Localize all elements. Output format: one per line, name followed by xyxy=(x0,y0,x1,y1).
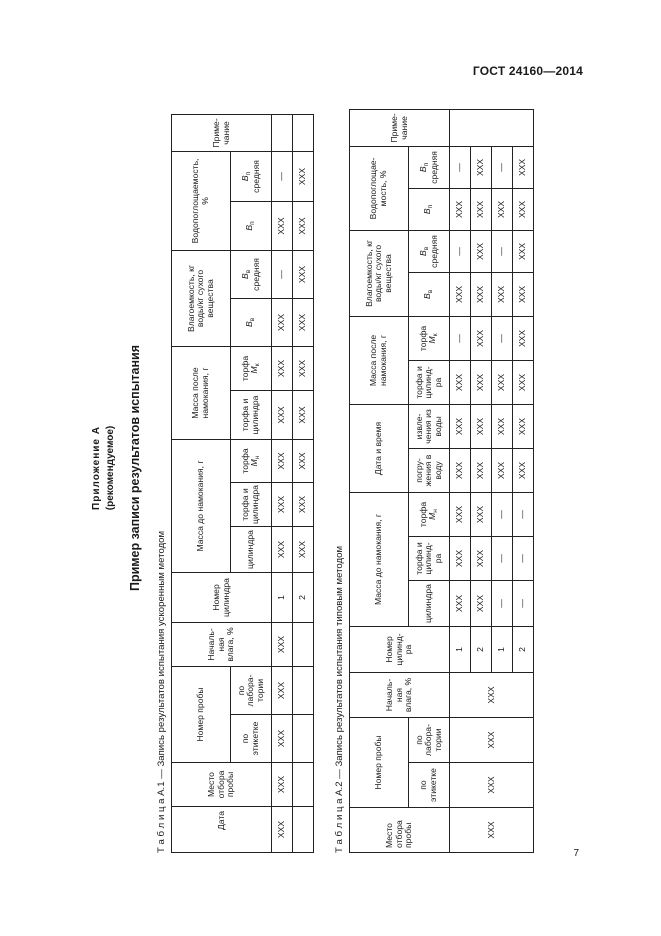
t2-cell: ХХХ xyxy=(471,146,492,188)
t2-sym-mn-sub: н xyxy=(432,509,440,513)
t2-cell: — xyxy=(492,537,513,581)
t1-header-mass-after: Масса после намокания, г xyxy=(172,346,231,439)
t2-header-extraction: извле-чения из воды xyxy=(409,404,450,448)
t1-header-mass-before: Масса до намокания, г xyxy=(172,439,231,572)
t1-header-peat-cyl: торфа и цилиндра xyxy=(231,483,272,527)
t2-cell: ХХХ xyxy=(450,581,471,627)
t2-header-by-lab: по лабора-тории xyxy=(409,718,450,763)
t2-cell: ХХХ xyxy=(471,316,492,360)
table1-caption xyxy=(156,83,167,853)
t2-avg-label: средняя xyxy=(428,235,439,268)
t1-cell: — xyxy=(272,151,293,201)
t1-header-peat-cyl2: торфа и цилиндра xyxy=(231,390,272,439)
t2-header-note: Приме-чание xyxy=(350,109,450,146)
t2-header-by-label: по этикетке xyxy=(409,763,450,808)
t2-cell: — xyxy=(513,537,534,581)
t2-header-cyl-no: Номер цилинд-ра xyxy=(350,627,450,673)
t2-sym-bp2: B xyxy=(417,166,428,173)
t1-avg-label2: средняя xyxy=(250,160,261,193)
table1-caption-dash: — xyxy=(156,769,167,779)
t1-header-bv-avg xyxy=(231,250,272,298)
t1-cell xyxy=(293,807,314,853)
t2-header-bp xyxy=(409,188,450,230)
t2-cell: ХХХ xyxy=(471,188,492,230)
t2-peat-label2: торфа xyxy=(417,325,428,352)
t1-sym-mk: M xyxy=(249,366,260,374)
appendix-title: Приложение А xyxy=(91,426,102,510)
t2-header-sample-no: Номер пробы xyxy=(350,718,409,808)
t1-cell xyxy=(293,763,314,807)
t1-cell: ХХХ xyxy=(272,439,293,482)
t2-sym-mn: M xyxy=(427,512,438,520)
t2-cell: — xyxy=(492,146,513,188)
t1-cell: ХХХ xyxy=(272,715,293,763)
standard-header: ГОСТ 24160—2014 xyxy=(472,64,583,78)
t1-header-peat-mn xyxy=(231,439,272,482)
table1-caption-text: Запись результатов испытания ускоренным методом xyxy=(156,530,167,767)
table-row xyxy=(450,109,471,852)
appendix-subtitle: (рекомендуемое) xyxy=(105,425,116,511)
t2-cell: 2 xyxy=(471,627,492,673)
t1-cell: — xyxy=(272,250,293,298)
main-title: Пример записи результатов испытания xyxy=(128,344,142,592)
t1-header-date: Дата xyxy=(172,807,272,853)
t2-cell: ХХХ xyxy=(492,360,513,404)
t2-cell: — xyxy=(450,230,471,272)
table-a2 xyxy=(349,109,534,853)
t2-sym-bv2-sub: в xyxy=(422,246,430,251)
t2-cell: 1 xyxy=(492,627,513,673)
t2-sym-bv2: B xyxy=(417,250,428,257)
t1-cell: ХХХ xyxy=(272,346,293,390)
table2-caption xyxy=(334,83,345,853)
t1-sym-bv: B xyxy=(244,321,255,328)
t1-cell: 2 xyxy=(293,573,314,623)
rotated-content xyxy=(50,83,610,853)
t2-sym-mk-sub: к xyxy=(432,333,440,337)
t2-sym-bp-sub: п xyxy=(427,204,435,209)
t1-header-cyl-no: Номер цилиндра xyxy=(172,573,272,623)
t1-cell: ХХХ xyxy=(272,807,293,853)
t2-cell: ХХХ xyxy=(471,448,492,492)
table2-caption-label: Т а б л и ц а А.2 xyxy=(334,781,345,853)
t2-header-bp-avg xyxy=(409,146,450,188)
t2-cell: ХХХ xyxy=(450,448,471,492)
t2-cell: ХХХ xyxy=(471,492,492,536)
t2-cell: ХХХ xyxy=(471,581,492,627)
t2-avg-label2: средняя xyxy=(428,151,439,184)
t2-cell: ХХХ xyxy=(450,537,471,581)
t1-cell: ХХХ xyxy=(293,298,314,346)
t1-header-cylinder: цилиндра xyxy=(231,527,272,573)
t1-cell: ХХХ xyxy=(272,623,293,667)
t2-header-bv xyxy=(409,272,450,316)
table2-caption-text: Запись результатов испытания типовым методом xyxy=(334,545,345,767)
t1-cell: ХХХ xyxy=(293,151,314,201)
t2-cell: ХХХ xyxy=(513,146,534,188)
t1-header-moist-cap: Влагоемкость, кг воды/кг сухого вещества xyxy=(172,250,231,346)
t2-cell: — xyxy=(492,230,513,272)
t2-cell: — xyxy=(450,146,471,188)
t2-cell: ХХХ xyxy=(492,272,513,316)
t1-cell: ХХХ xyxy=(293,483,314,527)
t2-sym-bv: B xyxy=(422,293,433,300)
t2-header-peat-mk xyxy=(409,316,450,360)
t1-header-bp xyxy=(231,201,272,250)
t2-cell: ХХХ xyxy=(513,230,534,272)
t1-sym-bv-sub: в xyxy=(249,317,257,322)
t1-cell: ХХХ xyxy=(293,390,314,439)
table-row xyxy=(272,114,293,852)
t1-sym-bp: B xyxy=(244,224,255,231)
t1-sym-bp2-sub: п xyxy=(244,171,252,176)
t2-cell: ХХХ xyxy=(492,188,513,230)
t1-header-by-label: по этикетке xyxy=(231,715,272,763)
t2-header-bv-avg xyxy=(409,230,450,272)
t1-cell: ХХХ xyxy=(272,667,293,715)
t1-cell xyxy=(293,667,314,715)
t2-cell: ХХХ xyxy=(450,188,471,230)
t1-sym-mn-sub: н xyxy=(254,455,262,460)
t1-avg-label: средняя xyxy=(250,258,261,291)
t2-cell-by-label: ХХХ xyxy=(450,763,534,808)
t1-cell: ХХХ xyxy=(272,527,293,573)
table1-caption-label: Т а б л и ц а А.1 xyxy=(156,781,167,853)
t2-cell: — xyxy=(513,492,534,536)
t2-cell: — xyxy=(450,316,471,360)
t1-header-place: Место отбора пробы xyxy=(172,763,272,807)
t1-sym-bv2: B xyxy=(239,273,250,280)
t2-sym-bp: B xyxy=(422,208,433,215)
t1-header-note: Приме-чание xyxy=(172,114,272,151)
t2-cell-place: ХХХ xyxy=(450,808,534,853)
table2-caption-dash: — xyxy=(334,769,345,779)
t1-cell xyxy=(272,114,293,151)
t2-cell: ХХХ xyxy=(471,404,492,448)
t2-cell: ХХХ xyxy=(450,272,471,316)
t2-cell: ХХХ xyxy=(492,404,513,448)
t2-header-datetime: Дата и время xyxy=(350,404,409,492)
t1-cell: ХХХ xyxy=(272,483,293,527)
t1-cell xyxy=(293,623,314,667)
t2-cell: ХХХ xyxy=(513,404,534,448)
t2-header-peat-cyl2: торфа и цилинд-ра xyxy=(409,360,450,404)
t1-header-init-moist: Началь-ная влага, % xyxy=(172,623,272,667)
t1-sym-bp2: B xyxy=(239,175,250,182)
t2-cell: ХХХ xyxy=(513,360,534,404)
t1-cell: ХХХ xyxy=(293,346,314,390)
t2-cell: ХХХ xyxy=(471,230,492,272)
t2-cell: ХХХ xyxy=(513,448,534,492)
t2-cell: — xyxy=(492,316,513,360)
t2-cell: ХХХ xyxy=(450,360,471,404)
t2-header-peat-mn xyxy=(409,492,450,536)
page-number: 7 xyxy=(573,848,579,859)
t2-header-moist-cap: Влагоемкость, кг воды/кг сухого вещества xyxy=(350,230,409,316)
t2-header-immersion: погру-жения в воду xyxy=(409,448,450,492)
t2-header-mass-after: Масса после намокания, г xyxy=(350,316,409,404)
t2-cell: ХХХ xyxy=(513,316,534,360)
t2-cell-init-moist: ХХХ xyxy=(450,673,534,718)
t1-cell xyxy=(293,715,314,763)
t1-header-sample-no: Номер пробы xyxy=(172,667,231,763)
t2-cell: ХХХ xyxy=(450,404,471,448)
t1-peat-label2: торфа xyxy=(239,355,250,382)
t1-header-peat-mk xyxy=(231,346,272,390)
t2-cell: 2 xyxy=(513,627,534,673)
t2-header-init-moist: Началь-ная влага, % xyxy=(350,673,450,718)
t1-sym-bp-sub: п xyxy=(249,221,257,225)
table-a1 xyxy=(171,114,314,853)
t2-cell: ХХХ xyxy=(492,448,513,492)
t2-cell: 1 xyxy=(450,627,471,673)
t1-header-bv xyxy=(231,298,272,346)
t2-cell: ХХХ xyxy=(471,360,492,404)
t1-header-water-abs: Водопоглощаемость, % xyxy=(172,151,231,250)
t2-cell: ХХХ xyxy=(450,492,471,536)
t1-cell: ХХХ xyxy=(293,201,314,250)
t2-cell: — xyxy=(513,581,534,627)
t2-cell: — xyxy=(492,492,513,536)
t1-cell: ХХХ xyxy=(272,201,293,250)
t1-cell: ХХХ xyxy=(272,390,293,439)
t2-cell: ХХХ xyxy=(471,272,492,316)
table-row xyxy=(293,114,314,852)
t2-header-water-abs: Водопоглощае-мость, % xyxy=(350,146,409,230)
t2-sym-mk: M xyxy=(427,336,438,344)
t2-cell: ХХХ xyxy=(471,537,492,581)
t1-cell: ХХХ xyxy=(293,439,314,482)
t1-sym-mk-sub: к xyxy=(254,363,262,367)
t1-sym-bv2-sub: в xyxy=(244,269,252,274)
t2-cell-by-lab: ХХХ xyxy=(450,718,534,763)
t2-cell-note xyxy=(450,109,534,146)
t1-cell: 1 xyxy=(272,573,293,623)
t2-header-mass-before: Масса до намокания, г xyxy=(350,492,409,626)
t1-cell: ХХХ xyxy=(272,763,293,807)
t1-peat-label: торфа xyxy=(239,448,250,474)
t2-peat-label: торфа xyxy=(417,501,428,528)
t1-header-bp-avg xyxy=(231,151,272,201)
t2-cell: — xyxy=(492,581,513,627)
t2-cell: ХХХ xyxy=(513,272,534,316)
t1-header-by-lab: по лабора-тории xyxy=(231,667,272,715)
t1-cell: ХХХ xyxy=(272,298,293,346)
t1-cell: ХХХ xyxy=(293,250,314,298)
t2-sym-bv-sub: в xyxy=(427,289,435,294)
t2-header-peat-cyl: торфа и цилинд-ра xyxy=(409,537,450,581)
t2-sym-bp2-sub: п xyxy=(422,162,430,167)
t1-cell xyxy=(293,114,314,151)
t1-cell: ХХХ xyxy=(293,527,314,573)
t2-header-place: Место отбора пробы xyxy=(350,808,450,853)
t2-cell: ХХХ xyxy=(513,188,534,230)
t1-sym-mn: M xyxy=(249,459,260,467)
t2-header-cylinder: цилиндра xyxy=(409,581,450,627)
